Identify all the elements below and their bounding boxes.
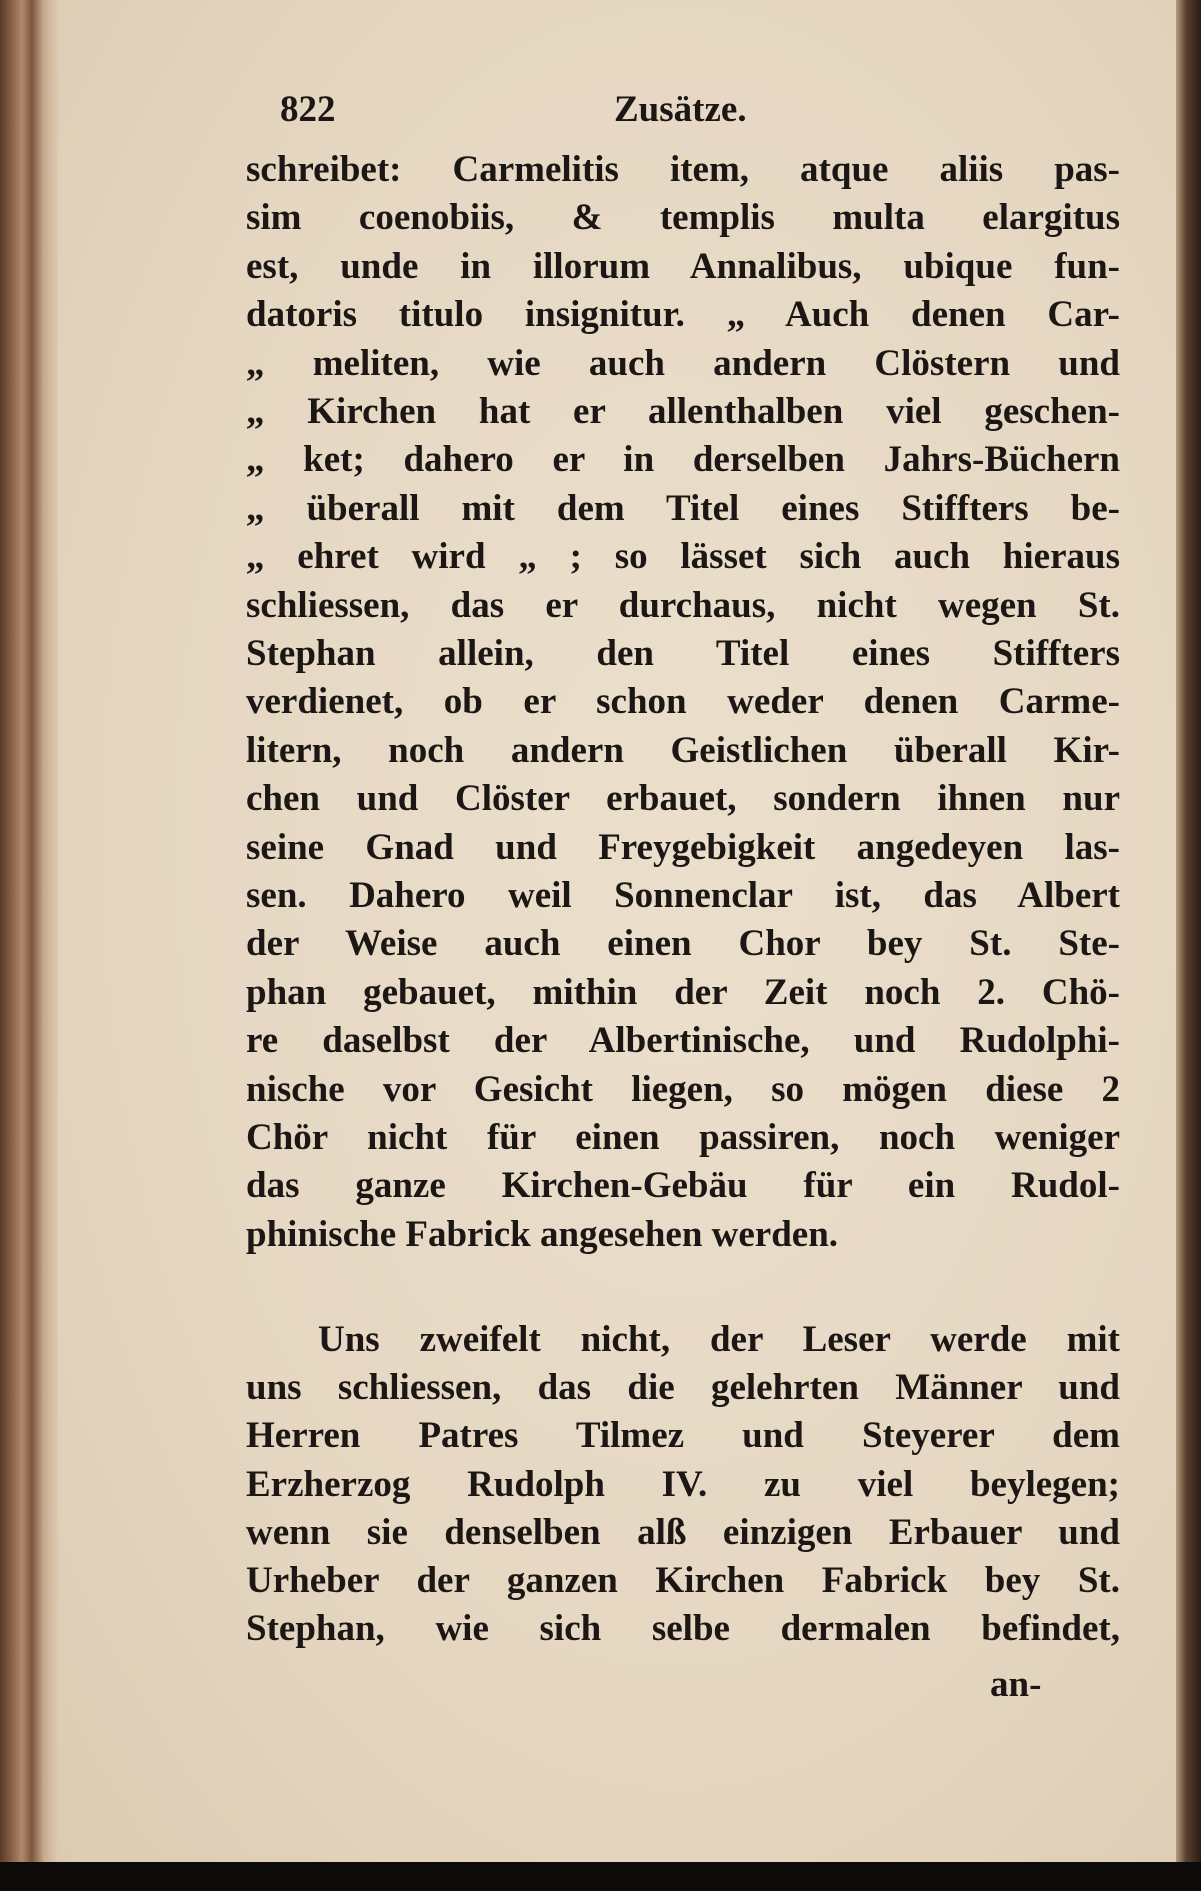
- text-line: „ meliten, wie auch andern Clöstern und: [246, 342, 1120, 384]
- text-line: est, unde in illorum Annalibus, ubique fun-: [246, 245, 1120, 287]
- text-line: Stephan, wie sich selbe dermalen befindet,: [246, 1608, 1120, 1650]
- text-line: wenn sie denselben alß einzigen Erbauer und: [246, 1511, 1120, 1553]
- text-line: nische vor Gesicht liegen, so mögen diese 2: [246, 1068, 1120, 1110]
- text-line: Chör nicht für einen passiren, noch weniger: [246, 1117, 1120, 1158]
- scan-background: [0, 1862, 1201, 1891]
- text-line: phinische Fabrick angesehen werden.: [246, 1213, 839, 1255]
- text-line: phan gebauet, mithin der Zeit noch 2. Chö-: [246, 971, 1120, 1013]
- text-line: „ Kirchen hat er allenthalben viel geschen-: [246, 391, 1120, 432]
- text-line: uns schliessen, das die gelehrten Männer und: [246, 1367, 1120, 1409]
- text-line: sen. Dahero weil Sonnenclar ist, das Albert: [246, 875, 1120, 916]
- page-right-edge: [1176, 0, 1201, 1862]
- text-line: „ überall mit dem Titel eines Stiffters be-: [246, 487, 1120, 529]
- text-line: re daselbst der Albertinische, und Rudolphi-: [246, 1020, 1120, 1062]
- text-line: litern, noch andern Geistlichen überall Kir-: [246, 729, 1120, 771]
- text-line: „ ehret wird „ ; so lässet sich auch hieraus: [246, 536, 1120, 578]
- page-number: 822: [280, 89, 336, 130]
- text-line: Stephan allein, den Titel eines Stiffters: [246, 633, 1120, 674]
- book-spine-edge: [0, 0, 58, 1862]
- text-line: chen und Clöster erbauet, sondern ihnen nur: [246, 778, 1120, 820]
- running-title: Zusätze.: [614, 89, 747, 130]
- text-line: verdienet, ob er schon weder denen Carme-: [246, 681, 1120, 723]
- text-line: das ganze Kirchen-Gebäu für ein Rudol-: [246, 1165, 1120, 1207]
- text-line: der Weise auch einen Chor bey St. Ste-: [246, 923, 1120, 965]
- text-line: Uns zweifelt nicht, der Leser werde mit: [318, 1319, 1120, 1360]
- text-line: seine Gnad und Freygebigkeit angedeyen las-: [246, 826, 1120, 868]
- catchword: an-: [990, 1664, 1042, 1705]
- text-line: Erzherzog Rudolph IV. zu viel beylegen;: [246, 1463, 1120, 1505]
- text-line: Urheber der ganzen Kirchen Fabrick bey St.: [246, 1560, 1120, 1601]
- text-line: Herren Patres Tilmez und Steyerer dem: [246, 1415, 1120, 1457]
- text-line: schreibet: Carmelitis item, atque aliis pas-: [246, 149, 1120, 190]
- text-line: datoris titulo insignitur. „ Auch denen Car-: [246, 294, 1120, 336]
- text-line: schliessen, das er durchaus, nicht wegen St.: [246, 584, 1120, 626]
- text-line: „ ket; dahero er in derselben Jahrs-Büchern: [246, 439, 1120, 481]
- text-line: sim coenobiis, & templis multa elargitus: [246, 197, 1120, 239]
